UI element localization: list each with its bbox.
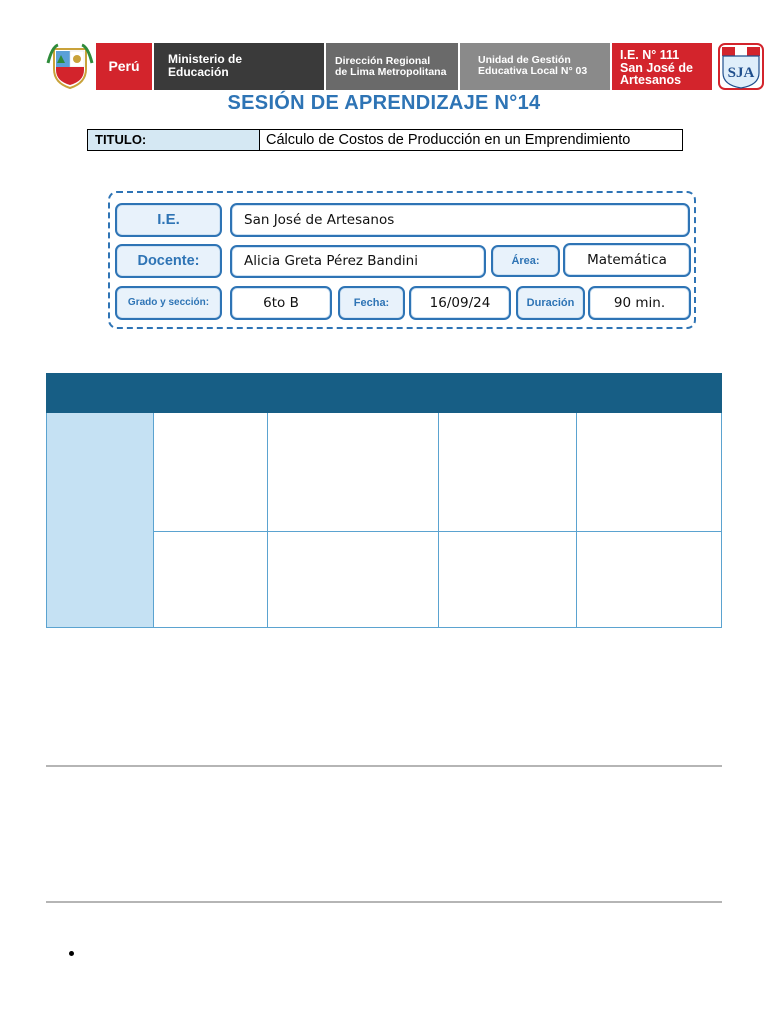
duracion-value: 90 min. xyxy=(588,286,691,320)
peru-shield-logo xyxy=(46,43,94,90)
session-title: SESIÓN DE APRENDIZAJE N°14 xyxy=(227,92,541,114)
duracion-label: Duración xyxy=(516,286,585,320)
table-divider xyxy=(438,413,439,627)
school-brand-label: I.E. N° 111 San José de Artesanos xyxy=(612,43,712,90)
session-info-box xyxy=(108,191,696,329)
ie-value: San José de Artesanos xyxy=(230,203,690,237)
fecha-label: Fecha: xyxy=(338,286,405,320)
docente-label: Docente: xyxy=(115,244,222,278)
table-row-divider xyxy=(153,531,721,532)
peru-label: Perú xyxy=(96,43,152,90)
competencies-table xyxy=(46,373,722,628)
titulo-label: TITULO: xyxy=(88,130,260,150)
table-divider xyxy=(267,413,268,627)
table-side-column xyxy=(47,413,154,627)
grado-value: 6to B xyxy=(230,286,332,320)
header-banner xyxy=(46,43,755,91)
area-label: Área: xyxy=(491,245,560,277)
svg-text:SJA: SJA xyxy=(727,65,755,81)
ie-label: I.E. xyxy=(115,203,222,237)
ministry-label: Ministerio de Educación xyxy=(154,43,324,90)
section-divider xyxy=(46,901,722,903)
ugel-label: Unidad de Gestión Educativa Local N° 03 xyxy=(460,43,610,90)
titulo-value: Cálculo de Costos de Producción en un Emprendimiento xyxy=(266,132,631,148)
list-bullet xyxy=(69,951,74,956)
section-divider xyxy=(46,765,722,767)
table-divider xyxy=(576,413,577,627)
school-logo xyxy=(718,43,764,90)
grado-label: Grado y sección: xyxy=(115,286,222,320)
docente-value: Alicia Greta Pérez Bandini xyxy=(230,245,486,278)
regional-directorate-label: Dirección Regional de Lima Metropolitana xyxy=(326,43,458,90)
fecha-value: 16/09/24 xyxy=(409,286,511,320)
table-header-row xyxy=(46,373,722,413)
titulo-row xyxy=(87,129,683,151)
area-value: Matemática xyxy=(563,243,691,277)
